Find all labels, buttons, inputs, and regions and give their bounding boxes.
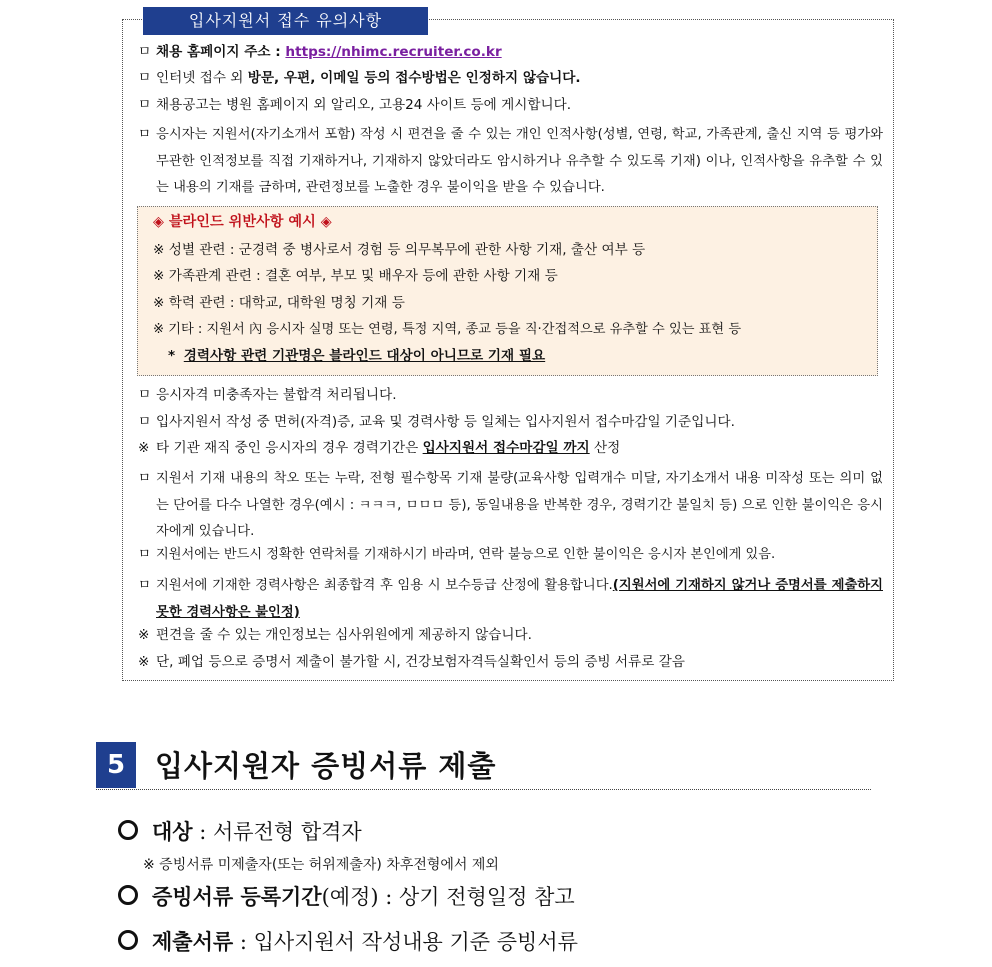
blind-item: ※ 기타 : 지원서 內 응시자 실명 또는 연령, 특정 지역, 종교 등을 직·간접적으로 유추할 수 있는 표현 등 [153, 322, 742, 337]
notice-line-2: ㅁ 인터넷 접수 외 방문, 우편, 이메일 등의 접수방법은 인정하지 않습니다. [138, 70, 581, 86]
reference-mark-icon: ※ [138, 440, 150, 456]
blind-note: * 경력사항 관련 기관명은 블라인드 대상이 아니므로 기재 필요 [168, 348, 546, 364]
notice-line-9: ㅁ 지원서에는 반드시 정확한 연락처를 기재하시기 바라며, 연락 불능으로 인한 불이익은 응시자 본인에게 있음. [138, 547, 776, 562]
homepage-row [138, 43, 883, 61]
square-bullet-icon: ㅁ [138, 44, 152, 60]
blind-title: ◈ 블라인드 위반사항 예시 ◈ [153, 214, 332, 230]
homepage-link[interactable]: https://nhimc.recruiter.co.kr [285, 44, 502, 60]
section-title: 입사지원자 증빙서류 제출 [155, 749, 497, 783]
blind-item: ※ 가족관계 관련 : 결혼 여부, 부모 및 배우자 등에 관한 사항 기재 등 [153, 268, 558, 284]
square-bullet-icon: ㅁ [138, 70, 152, 86]
reference-mark-icon: ※ [138, 654, 150, 670]
section-item-documents: 제출서류 : 입사지원서 작성내용 기준 증빙서류 [118, 926, 578, 956]
notice-line-8: ㅁ 지원서 기재 내용의 착오 또는 누락, 전형 필수항목 기재 불량(교육사항 입력개수 미달, 자기소개서 내용 미작성 또는 의미 없는 단어를 다수 나열한 경우(예시 : ㅋㅋㅋ, ㅁㅁㅁ 등), 동일내용을 반복한 경우, 경력기간 불일치 등) 으로 인한 불이익은 응시자에게 있습니다. [138, 466, 883, 546]
blind-item: ※ 학력 관련 : 대학교, 대학원 명칭 기재 등 [153, 295, 405, 311]
reference-mark-icon: ※ [138, 627, 150, 643]
notice-line-12: ※ 단, 폐업 등으로 증명서 제출이 불가할 시, 건강보험자격득실확인서 등의 증빙 서류로 갈음 [138, 654, 685, 670]
square-bullet-icon: ㅁ [138, 547, 151, 562]
section-number: 5 [96, 742, 136, 788]
blind-item: ※ 성별 관련 : 군경력 중 병사로서 경험 등 의무복무에 관한 사항 기재, 출산 여부 등 [153, 242, 646, 258]
circle-bullet-icon [118, 930, 138, 950]
notice-line-7: ※ 타 기관 재직 중인 응시자의 경우 경력기간은 입사지원서 접수마감일 까지 산정 [138, 440, 621, 456]
notice-line-5: ㅁ 응시자격 미충족자는 불합격 처리됩니다. [138, 387, 397, 403]
notice-line-11: ※ 편견을 줄 수 있는 개인정보는 심사위원에게 제공하지 않습니다. [138, 627, 532, 643]
notice-line-6: ㅁ 입사지원서 작성 중 면허(자격)증, 교육 및 경력사항 등 일체는 입사지원서 접수마감일 기준입니다. [138, 414, 735, 430]
section-sub-note: ※ 증빙서류 미제출자(또는 허위제출자) 차후전형에서 제외 [143, 857, 499, 873]
notice-line-4: ㅁ 응시자는 지원서(자기소개서 포함) 작성 시 편견을 줄 수 있는 개인 인적사항(성별, 연령, 학교, 가족관계, 출신 지역 등 평가와 무관한 인적정보를 직접 기재하거나, 기재하지 않았더라도 암시하거나 유추할 수 있도록 기재) 이나, 인적사항을 유추할 수 있는 내용의 기재를 금하며, 관련정보를 노출한 경우 불이익을 받을 수 있습니다. [138, 122, 883, 202]
section-item-period: 증빙서류 등록기간(예정) : 상기 전형일정 참고 [118, 881, 575, 911]
homepage-label: 채용 홈페이지 주소 : [156, 44, 286, 60]
square-bullet-icon: ㅁ [138, 127, 151, 142]
square-bullet-icon: ㅁ [138, 414, 152, 430]
section-divider [96, 789, 871, 790]
notice-line-10: ㅁ 지원서에 기재한 경력사항은 최종합격 후 임용 시 보수등급 산정에 활용합니다.(지원서에 기재하지 않거나 증명서를 제출하지 못한 경력사항은 불인정) [138, 573, 883, 626]
notice-line-3: ㅁ 채용공고는 병원 홈페이지 외 알리오, 고용24 사이트 등에 게시합니다. [138, 97, 572, 113]
square-bullet-icon: ㅁ [138, 578, 151, 593]
circle-bullet-icon [118, 885, 138, 905]
square-bullet-icon: ㅁ [138, 471, 151, 486]
notice-title: 입사지원서 접수 유의사항 [143, 7, 428, 35]
square-bullet-icon: ㅁ [138, 387, 152, 403]
section-item-target: 대상 : 서류전형 합격자 [118, 816, 362, 846]
square-bullet-icon: ㅁ [138, 97, 152, 113]
circle-bullet-icon [118, 820, 138, 840]
